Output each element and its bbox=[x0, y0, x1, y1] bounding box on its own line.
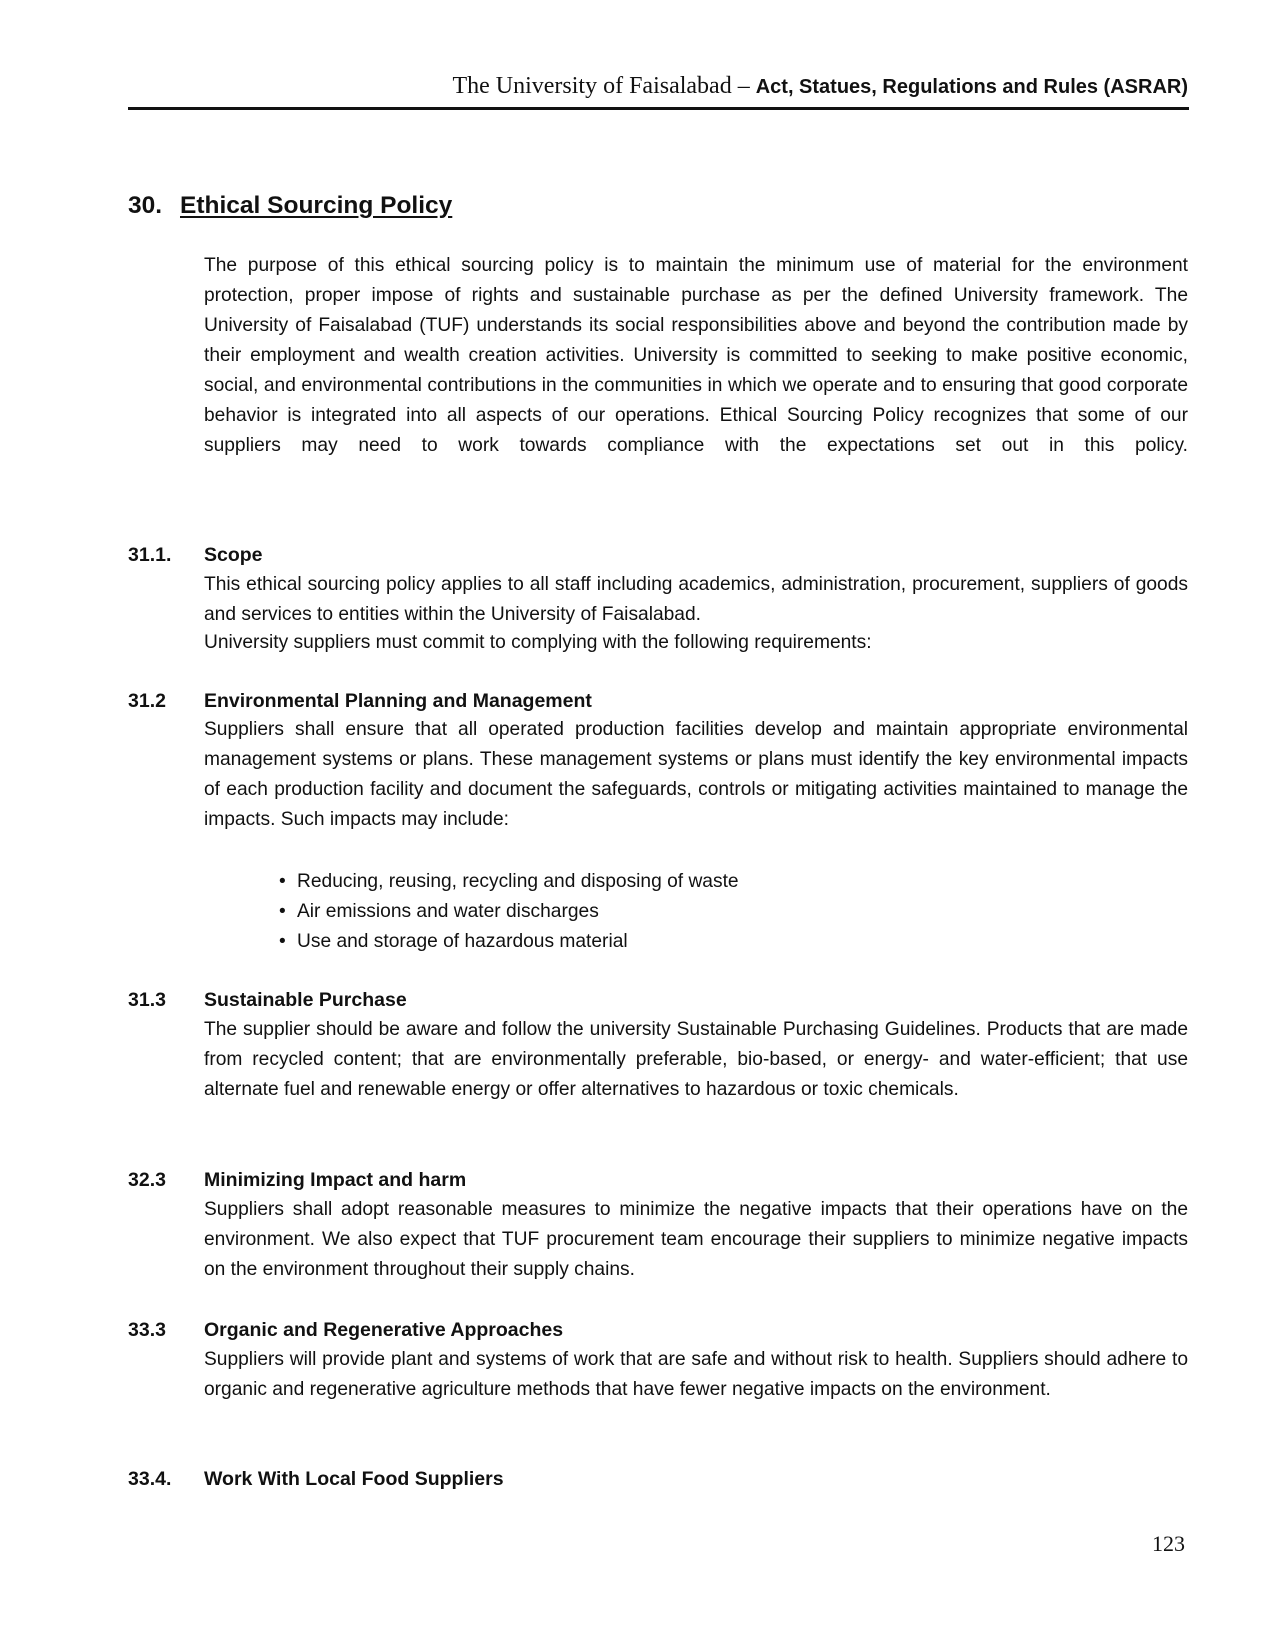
local-food-heading: Work With Local Food Suppliers bbox=[204, 1468, 504, 1490]
header-university: The University of Faisalabad – bbox=[452, 73, 756, 99]
minimizing-paragraph: Suppliers shall adopt reasonable measures to minimize the negative impacts that their operations have on the environment. We also expect that TUF procurement team encourage their suppliers to minimize negative impacts on the environment throughout their supply chains. bbox=[204, 1199, 1188, 1280]
minimizing-number: 32.3 bbox=[128, 1169, 166, 1191]
organic-number: 33.3 bbox=[128, 1319, 166, 1341]
bullet-icon: • bbox=[279, 901, 286, 922]
list-item-text: Reducing, reusing, recycling and disposing of waste bbox=[297, 871, 739, 892]
sustainable-paragraph: The supplier should be aware and follow the university Sustainable Purchasing Guidelines. Products that are made from recycled content; that are environmentally preferable, bio-based, or energy- and water-efficient; that use alternate fuel and renewable energy or offer alternatives to hazardous or toxic chemicals. bbox=[204, 1019, 1188, 1100]
local-food-number: 33.4. bbox=[128, 1468, 172, 1490]
list-item bbox=[279, 927, 739, 957]
organic-paragraph: Suppliers will provide plant and systems of work that are safe and without risk to health. Suppliers should adhere to organic and regenerative agriculture methods that have fewer negative impacts on the environment. bbox=[204, 1349, 1188, 1400]
section-number: 30. bbox=[128, 192, 163, 219]
running-header bbox=[128, 74, 1188, 98]
section-title-text: Ethical Sourcing Policy bbox=[180, 192, 453, 219]
scope-number: 31.1. bbox=[128, 544, 172, 566]
sustainable-number: 31.3 bbox=[128, 989, 166, 1011]
list-item-text: Air emissions and water discharges bbox=[297, 901, 599, 922]
sustainable-heading: Sustainable Purchase bbox=[204, 989, 407, 1011]
list-item bbox=[279, 897, 739, 927]
bullet-icon: • bbox=[279, 931, 286, 952]
organic-heading: Organic and Regenerative Approaches bbox=[204, 1319, 564, 1341]
environmental-paragraph: Suppliers shall ensure that all operated production facilities develop and maintain appropriate environmental management systems or plans. These management systems or plans must identify the key environmental impacts of each production facility and document the safeguards, controls or mitigating activities maintained to manage the impacts. Such impacts may include: bbox=[204, 719, 1188, 830]
intro-paragraph: The purpose of this ethical sourcing policy is to maintain the minimum use of material for the environment protection, proper impose of rights and sustainable purchase as per the defined University framework. The University of Faisalabad (TUF) understands its social responsibilities above and beyond the contribution made by their employment and wealth creation activities. University is committed to seeking to make positive economic, social, and environmental contributions in the communities in which we operate and to ensuring that good corporate behavior is integrated into all aspects of our operations. Ethical Sourcing Policy recognizes that some of our suppliers may need to work towards compliance with the expectations set out in this policy. bbox=[204, 255, 1188, 456]
section-title bbox=[128, 191, 452, 220]
scope-heading: Scope bbox=[204, 544, 263, 566]
impacts-list bbox=[279, 867, 739, 957]
page-number: 123 bbox=[1152, 1531, 1185, 1556]
environmental-number: 31.2 bbox=[128, 690, 166, 712]
bullet-icon: • bbox=[279, 871, 286, 892]
scope-paragraph-1: This ethical sourcing policy applies to all staff including academics, administration, procurement, suppliers of goods and services to entities within the University of Faisalabad. bbox=[204, 574, 1188, 625]
header-doc-title: Act, Statues, Regulations and Rules (ASRAR) bbox=[755, 76, 1188, 98]
minimizing-heading: Minimizing Impact and harm bbox=[204, 1169, 467, 1191]
list-item-text: Use and storage of hazardous material bbox=[297, 931, 628, 952]
header-rule bbox=[128, 107, 1189, 110]
list-item bbox=[279, 867, 739, 897]
environmental-heading: Environmental Planning and Management bbox=[204, 690, 592, 712]
scope-paragraph-2: University suppliers must commit to complying with the following requirements: bbox=[204, 632, 872, 653]
